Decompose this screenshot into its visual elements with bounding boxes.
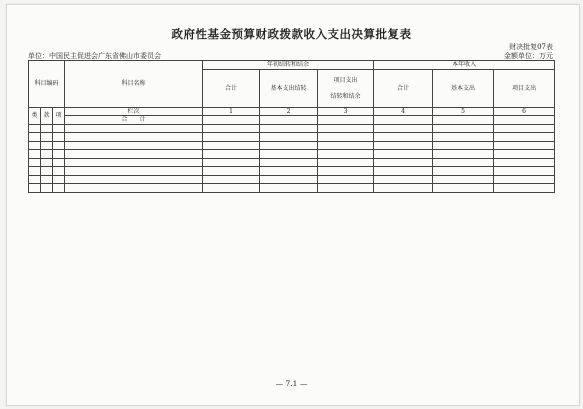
- project-expense-header: 项目支出: [494, 70, 555, 108]
- table-cell: [29, 167, 41, 176]
- project-carryover-header-line1: 项目支出: [333, 77, 358, 85]
- table-cell: [29, 158, 41, 167]
- table-row: [29, 167, 555, 176]
- table-cell: [260, 116, 318, 125]
- table-cell: [318, 133, 374, 142]
- table-cell: [433, 167, 494, 176]
- table-row: [29, 184, 555, 193]
- table-row: [29, 124, 555, 133]
- table-cell: [318, 124, 374, 133]
- table-cell: [29, 184, 41, 193]
- budget-table: [28, 60, 555, 193]
- table-cell: [53, 167, 65, 176]
- unit-label: 单位：中国民主促进会广东省佛山市委员会: [28, 52, 161, 60]
- table-cell: [203, 150, 260, 159]
- table-cell: [203, 141, 260, 150]
- table-cell: [53, 175, 65, 184]
- table-cell: [53, 150, 65, 159]
- table-cell: [433, 141, 494, 150]
- page-number: — 7.1 —: [275, 379, 308, 388]
- table-cell: [494, 133, 555, 142]
- table-cell: [53, 158, 65, 167]
- table-cell: [65, 184, 203, 193]
- table-cell: [494, 175, 555, 184]
- project-carryover-header-line2: 结转和结余: [330, 92, 361, 100]
- basic-carryover-header: 基本支出结转: [260, 70, 318, 108]
- table-cell: [29, 124, 41, 133]
- table-cell: [53, 124, 65, 133]
- table-cell: [203, 133, 260, 142]
- table-row: [29, 150, 555, 159]
- table-cell: [318, 141, 374, 150]
- table-cell: [494, 167, 555, 176]
- table-cell: [318, 116, 374, 125]
- table-cell: [41, 141, 53, 150]
- table-cell: [374, 124, 433, 133]
- income-group-header: 本年收入: [374, 61, 555, 70]
- table-cell: [318, 150, 374, 159]
- table-cell: [260, 158, 318, 167]
- table-cell: [433, 116, 494, 125]
- table-cell: [41, 184, 53, 193]
- code-class-header: 类: [29, 108, 41, 125]
- table-cell: [374, 167, 433, 176]
- table-cell: [260, 124, 318, 133]
- table-cell: [203, 184, 260, 193]
- table-cell: [494, 158, 555, 167]
- table-cell: [260, 167, 318, 176]
- table-cell: [433, 133, 494, 142]
- table-cell: [433, 175, 494, 184]
- table-row: [29, 175, 555, 184]
- table-cell: [494, 141, 555, 150]
- form-number: 财决批复07表: [509, 43, 553, 51]
- table-cell: [65, 158, 203, 167]
- income-total-header: 合计: [374, 70, 433, 108]
- project-carryover-header: [318, 70, 374, 108]
- col-number-6: 6: [494, 108, 555, 116]
- table-cell: [374, 158, 433, 167]
- table-cell: [494, 124, 555, 133]
- basic-expense-header: 基本支出: [433, 70, 494, 108]
- table-cell: [433, 158, 494, 167]
- table-cell: [65, 124, 203, 133]
- table-cell: [318, 158, 374, 167]
- table-row: [29, 158, 555, 167]
- table-cell: [53, 184, 65, 193]
- table-cell: [41, 133, 53, 142]
- table-cell: [203, 116, 260, 125]
- table-cell: [203, 124, 260, 133]
- table-cell: [53, 133, 65, 142]
- table-cell: [260, 150, 318, 159]
- table-cell: [29, 133, 41, 142]
- table-cell: [433, 184, 494, 193]
- table-cell: [494, 150, 555, 159]
- table-cell: [318, 184, 374, 193]
- table-cell: [41, 175, 53, 184]
- table-cell: [374, 133, 433, 142]
- table-cell: [53, 141, 65, 150]
- table-cell: [374, 150, 433, 159]
- table-cell: [494, 184, 555, 193]
- col-number-1: 1: [203, 108, 260, 116]
- table-row: [29, 133, 555, 142]
- table-cell: [41, 167, 53, 176]
- subject-code-header: 科目编码: [29, 61, 65, 108]
- table-cell: [433, 124, 494, 133]
- col-number-2: 2: [260, 108, 318, 116]
- table-cell: [41, 124, 53, 133]
- blank-rows: [29, 124, 555, 192]
- table-cell: [29, 150, 41, 159]
- table-cell: [433, 150, 494, 159]
- table-cell: [29, 141, 41, 150]
- table-cell: [65, 175, 203, 184]
- table-cell: [374, 141, 433, 150]
- col-number-5: 5: [433, 108, 494, 116]
- table-row: [29, 141, 555, 150]
- carryover-total-header: 合计: [203, 70, 260, 108]
- table-cell: [374, 184, 433, 193]
- table-cell: [260, 175, 318, 184]
- budget-table-wrap: [28, 60, 554, 193]
- table-cell: [494, 116, 555, 125]
- table-cell: [65, 141, 203, 150]
- table-cell: [260, 184, 318, 193]
- table-cell: [65, 167, 203, 176]
- table-cell: [318, 175, 374, 184]
- table-cell: [203, 158, 260, 167]
- table-cell: [318, 167, 374, 176]
- table-cell: [260, 133, 318, 142]
- code-item-header: 项: [53, 108, 65, 125]
- table-cell: [65, 133, 203, 142]
- col-number-3: 3: [318, 108, 374, 116]
- table-cell: [374, 116, 433, 125]
- table-cell: [29, 175, 41, 184]
- document-title: 政府性基金预算财政拨款收入支出决算批复表: [171, 27, 412, 41]
- code-section-header: 款: [41, 108, 53, 125]
- table-cell: [203, 175, 260, 184]
- money-unit-label: 金额单位：万元: [504, 52, 553, 60]
- table-cell: [374, 175, 433, 184]
- row-index-label: 栏次: [65, 108, 203, 116]
- col-number-4: 4: [374, 108, 433, 116]
- table-cell: [41, 150, 53, 159]
- table-cell: [260, 141, 318, 150]
- table-cell: [41, 158, 53, 167]
- carryover-group-header: 年初结转和结余: [203, 61, 374, 70]
- subject-name-header: 科目名称: [65, 61, 203, 108]
- total-row-label: 合 计: [65, 116, 203, 125]
- table-cell: [65, 150, 203, 159]
- table-cell: [203, 167, 260, 176]
